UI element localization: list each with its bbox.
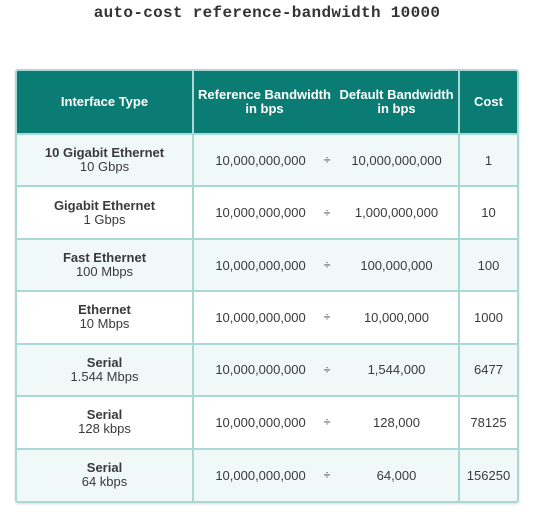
cost-cell: 156250 <box>459 449 517 501</box>
interface-type-name: Serial <box>86 407 123 423</box>
interface-type-cell <box>17 396 193 448</box>
reference-bandwidth-cell: 10,000,000,000 <box>193 396 319 448</box>
table-row <box>17 291 517 343</box>
divide-sign: ÷ <box>319 239 335 291</box>
interface-type-name: Serial <box>86 354 123 370</box>
reference-bandwidth-cell: 10,000,000,000 <box>193 239 319 291</box>
reference-bandwidth-cell: 10,000,000,000 <box>193 291 319 343</box>
interface-type-cell <box>17 449 193 501</box>
cost-cell: 1000 <box>459 291 517 343</box>
table-row <box>17 134 517 186</box>
divide-sign: ÷ <box>319 396 335 448</box>
interface-type-speed: 10 Mbps <box>79 316 130 332</box>
reference-bandwidth-cell: 10,000,000,000 <box>193 134 319 186</box>
interface-type-name: Ethernet <box>78 302 131 318</box>
default-bandwidth-cell: 1,000,000,000 <box>335 186 459 238</box>
divide-sign: ÷ <box>319 449 335 501</box>
table-row <box>17 449 517 501</box>
interface-type-cell <box>17 239 193 291</box>
interface-type-cell <box>17 291 193 343</box>
reference-bandwidth-cell: 10,000,000,000 <box>193 344 319 396</box>
table-row <box>17 344 517 396</box>
table-header-row <box>17 71 517 134</box>
interface-type-cell <box>17 134 193 186</box>
interface-type-speed: 128 kbps <box>78 421 131 437</box>
interface-type-name: Gigabit Ethernet <box>53 197 156 213</box>
header-reference-bandwidth: Reference Bandwidth in bps <box>193 71 335 134</box>
cost-cell: 6477 <box>459 344 517 396</box>
interface-type-speed: 10 Gbps <box>79 159 130 175</box>
cost-table <box>17 71 517 501</box>
interface-type-cell <box>17 344 193 396</box>
cost-cell: 78125 <box>459 396 517 448</box>
divide-sign: ÷ <box>319 344 335 396</box>
default-bandwidth-cell: 1,544,000 <box>335 344 459 396</box>
cost-cell: 1 <box>459 134 517 186</box>
reference-bandwidth-cell: 10,000,000,000 <box>193 449 319 501</box>
default-bandwidth-cell: 10,000,000,000 <box>335 134 459 186</box>
interface-type-name: Serial <box>86 460 123 476</box>
ospf-cost-table <box>15 69 519 503</box>
interface-type-name: Fast Ethernet <box>62 250 147 266</box>
command-title: auto-cost reference-bandwidth 10000 <box>93 4 441 22</box>
divide-sign: ÷ <box>319 186 335 238</box>
interface-type-name: 10 Gigabit Ethernet <box>44 145 165 161</box>
default-bandwidth-cell: 10,000,000 <box>335 291 459 343</box>
header-interface-type: Interface Type <box>17 71 193 134</box>
table-row <box>17 186 517 238</box>
cost-cell: 10 <box>459 186 517 238</box>
interface-type-cell <box>17 186 193 238</box>
interface-type-speed: 1.544 Mbps <box>70 368 139 384</box>
header-cost: Cost <box>459 71 517 134</box>
divide-sign: ÷ <box>319 134 335 186</box>
interface-type-speed: 1 Gbps <box>83 211 126 227</box>
divide-sign: ÷ <box>319 291 335 343</box>
header-default-bandwidth: Default Bandwidth in bps <box>335 71 459 134</box>
default-bandwidth-cell: 100,000,000 <box>335 239 459 291</box>
table-row <box>17 396 517 448</box>
default-bandwidth-cell: 64,000 <box>335 449 459 501</box>
reference-bandwidth-cell: 10,000,000,000 <box>193 186 319 238</box>
interface-type-speed: 100 Mbps <box>75 264 134 280</box>
cost-cell: 100 <box>459 239 517 291</box>
default-bandwidth-cell: 128,000 <box>335 396 459 448</box>
interface-type-speed: 64 kbps <box>81 474 128 490</box>
table-row <box>17 239 517 291</box>
